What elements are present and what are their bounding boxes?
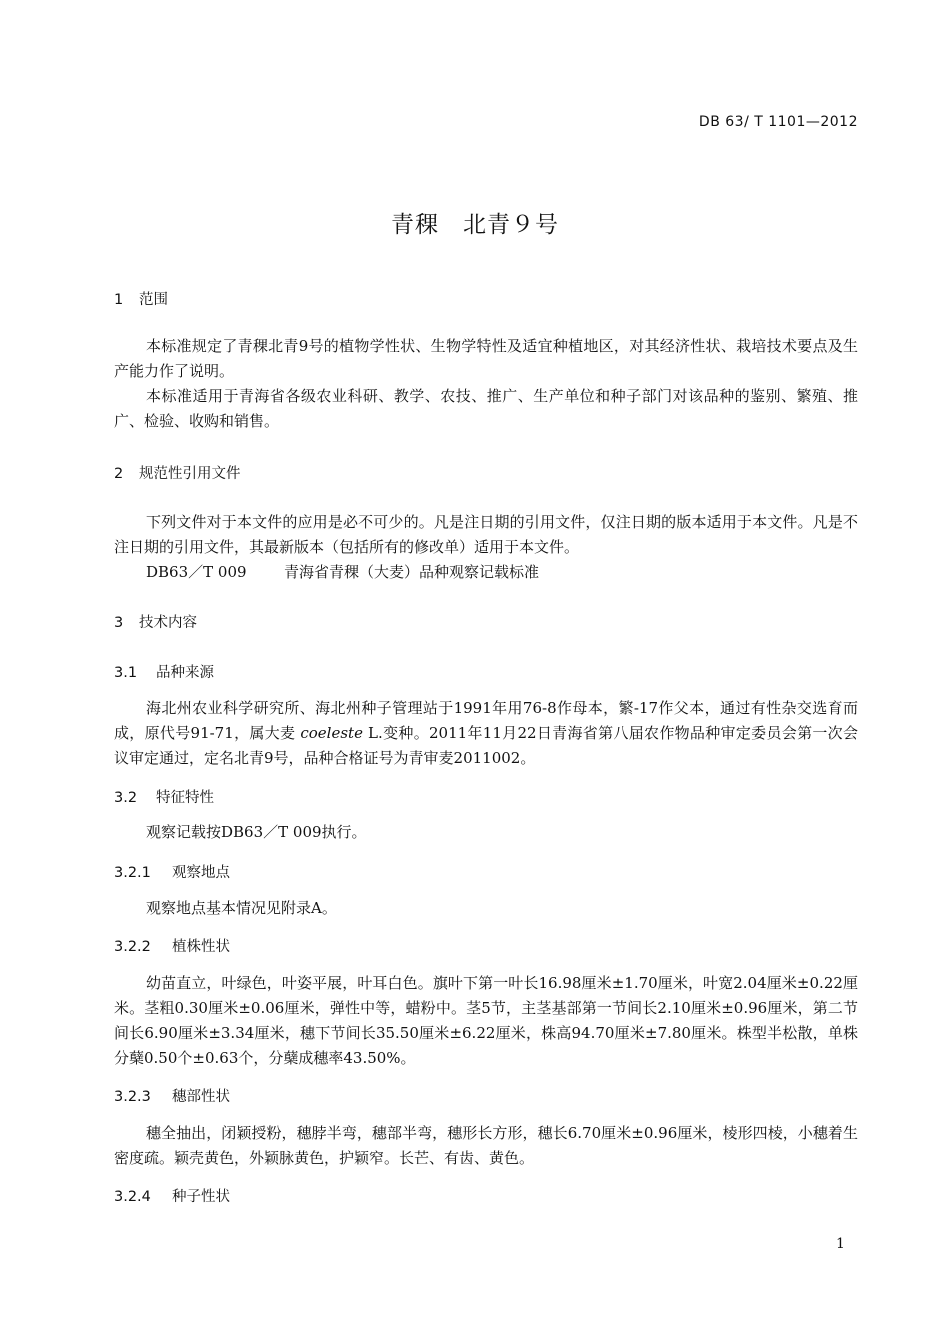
- section-3-2-1-heading: [114, 861, 230, 882]
- section-3-2-4-heading: [114, 1185, 230, 1206]
- species-name: coeleste: [300, 724, 363, 742]
- section-number: 3.2.4: [114, 1189, 151, 1205]
- section-3-2-3-paragraph: 穗全抽出，闭颖授粉，穗脖半弯，穗部半弯，穗形长方形，穗长6.70厘米±0.96厘米，棱形四棱，小穗着生密度疏。颖壳黄色，外颖脉黄色，护颖窄。长芒、有齿、黄色。: [114, 1124, 858, 1167]
- section-title: 技术内容: [139, 615, 197, 631]
- section-3-heading: [114, 611, 197, 632]
- page-number: 1: [836, 1236, 845, 1252]
- section-title: 范围: [139, 292, 168, 308]
- section-title: 观察地点: [172, 865, 230, 881]
- section-number: 3.2.2: [114, 939, 151, 955]
- reference-code: DB63／T 009: [146, 563, 247, 581]
- section-title: 品种来源: [156, 665, 214, 681]
- section-number: 3.2.3: [114, 1089, 151, 1105]
- section-1-paragraph-1: 本标准规定了青稞北青9号的植物学性状、生物学特性及适宜种植地区，对其经济性状、栽培技术要点及生产能力作了说明。: [114, 337, 858, 380]
- section-3-2-1-paragraph: 观察地点基本情况见附录A。: [146, 899, 337, 917]
- section-title: 植株性状: [172, 939, 230, 955]
- text-part: L.变种。2011年11月22日青海省第八届农作物品种审定委员会第一次会议审定通过，定名北青9号，品种合格证号为青审麦2011002。: [114, 724, 858, 767]
- section-2-heading: [114, 462, 241, 483]
- section-1-heading: [114, 288, 168, 309]
- section-number: 3.1: [114, 665, 138, 681]
- standard-code: DB 63/ T 1101—2012: [698, 114, 858, 130]
- section-3-1-heading: [114, 661, 214, 682]
- section-title: 穗部性状: [172, 1089, 230, 1105]
- section-number: 3.2: [114, 790, 138, 806]
- section-number: 3: [114, 615, 124, 631]
- section-3-1-paragraph: [114, 696, 858, 771]
- section-2-paragraph-1: 下列文件对于本文件的应用是必不可少的。凡是注日期的引用文件，仅注日期的版本适用于本文件。凡是不注日期的引用文件，其最新版本（包括所有的修改单）适用于本文件。: [114, 513, 858, 556]
- section-3-2-2-heading: [114, 935, 230, 956]
- section-number: 3.2.1: [114, 865, 151, 881]
- section-3-2-paragraph: 观察记载按DB63／T 009执行。: [146, 823, 367, 841]
- normative-reference: [146, 560, 539, 585]
- section-number: 1: [114, 292, 124, 308]
- section-3-2-3-heading: [114, 1085, 230, 1106]
- section-title: 特征特性: [156, 790, 214, 806]
- text-part: 海北州农业科学研究所、海北州种子管理站于1991年用76-8作母本，繁-17作父本，通过有性杂交选育而成，原代号91-71，属大麦: [114, 699, 858, 742]
- section-1-paragraph-2: 本标准适用于青海省各级农业科研、教学、农技、推广、生产单位和种子部门对该品种的鉴别、繁殖、推广、检验、收购和销售。: [114, 387, 858, 430]
- section-title: 规范性引用文件: [139, 466, 241, 482]
- section-3-2-2-paragraph: 幼苗直立，叶绿色，叶姿平展，叶耳白色。旗叶下第一叶长16.98厘米±1.70厘米，叶宽2.04厘米±0.22厘米。茎粗0.30厘米±0.06厘米，弹性中等，蜡粉中。茎5节，主茎基部第一节间长2.10厘米±0.96厘米，第二节间长6.90厘米±3.34厘米，穗下节间长35.50厘米±6.22厘米，株高94.70厘米±7.80厘米。株型半松散，单株分蘖0.50个±0.63个，分蘖成穗率43.50%。: [114, 974, 858, 1067]
- document-title: 青稞 北青９号: [391, 212, 559, 238]
- section-3-2-heading: [114, 786, 214, 807]
- reference-title: 青海省青稞（大麦）品种观察记载标准: [284, 563, 540, 581]
- section-title: 种子性状: [172, 1189, 230, 1205]
- section-number: 2: [114, 466, 124, 482]
